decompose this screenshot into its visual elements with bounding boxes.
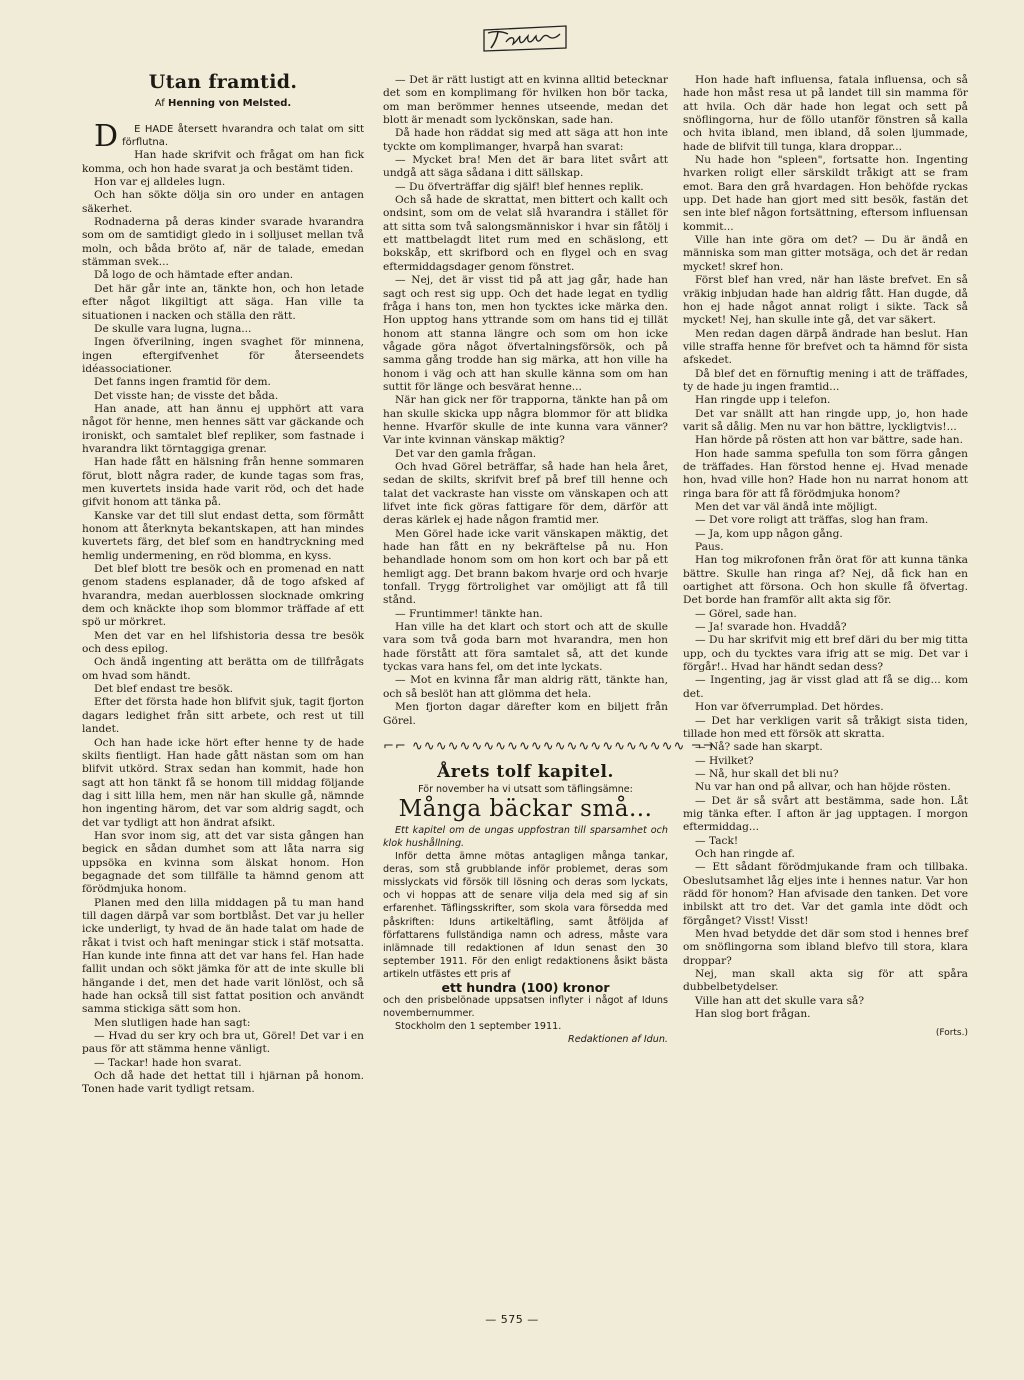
story-paragraph: — Mycket bra! Men det är bara litet svårt att undgå att säga sådana i ditt sällskap. xyxy=(383,154,668,180)
story-paragraph: Nu var han ond på allvar, och han höjde rösten. xyxy=(695,781,951,794)
page-number: — 575 — xyxy=(485,1313,539,1326)
story-paragraph: Hon hade haft influensa, fatala influensa, och så hade hon måst resa ut på landet till sin mamma för att hvila. Och där hade hon legat och sett på snöflingorna, hur de föllo utanför fönstren så kalla och hvita ibland, men ibland, då solen ljummade, hade de blifvit till tunga, klara droppar... xyxy=(683,74,968,153)
story-column-1 xyxy=(82,71,364,1097)
story-paragraph: Men hvad betydde det där som stod i hennes bref om snöflingorna som ibland blefvo till stora, klara droppar? xyxy=(683,928,968,967)
column-2-body xyxy=(383,74,668,728)
story-paragraph: — Mot en kvinna får man aldrig rätt, tänkte han, och så beslöt han att glömma det hela. xyxy=(383,674,668,700)
story-paragraph: Ville han inte göra om det? — Du är ändå en människa som man gitter motsäga, och det är redan mycket! skref hon. xyxy=(683,234,968,273)
story-paragraph: — Ingenting, jag är visst glad att få se dig... kom det. xyxy=(683,674,968,700)
story-paragraph: — Det är så svårt att bestämma, sade hon. Låt mig tänka efter. I afton är jag upptagen. I morgon eftermiddag... xyxy=(683,794,968,834)
idun-logo xyxy=(480,22,570,54)
story-paragraph: Och han hade icke hört efter henne ty de hade skilts fientligt. Han hade gått nästan som om han blifvit utkörd. Strax sedan han kommit, hade hon sagt att hon tänkt få se honom till middag följande dag i sitt lilla hem, men när han skulle gå, nämnde hon ingenting härom, det var som aldrig sagdt, och det var tydligt att hon ändrat afsikt. xyxy=(82,736,364,829)
story-paragraph: Det visste han; de visste det båda. xyxy=(94,389,279,402)
ornament-divider: ⌐⌐ ∿∿∿∿∿∿∿∿∿∿∿∿∿∿∿∿∿∿∿∿∿∿∿ ¬¬ xyxy=(383,738,715,754)
story-paragraph: Rodnaderna på deras kinder svarade hvarandra som om de samtidigt gledo in i solljuset mellan två moln, och båda bröto af, när de talade, emedan stämman svek... xyxy=(82,216,364,269)
story-paragraph: — Det vore roligt att träffas, slog han fram. xyxy=(695,514,929,527)
story-paragraph: — Du öfverträffar dig själf! blef hennes replik. xyxy=(395,180,644,193)
story-column-3 xyxy=(683,74,968,1041)
story-paragraph: Han ringde upp i telefon. xyxy=(695,394,831,407)
story-paragraph: Han anade, att han ännu ej upphört att vara något för henne, men hennes sätt var gäckande och ironiskt, och samtalet blef repliker, som fastnade i hvarandra likt törntaggiga grenar. xyxy=(82,402,364,455)
story-paragraph: Och ändå ingenting att berätta om de tillfrågats om hvad som händt. xyxy=(82,656,364,682)
byline-prefix: Af xyxy=(154,98,165,110)
story-paragraph: Han tog mikrofonen från örat för att kunna tänka bättre. Skulle han ringa af? Nej, då fick han en oartighet att försona. Och hon skulle få öfvertag. Det borde han framför allt akta sig för. xyxy=(683,554,968,607)
story-paragraph: Då blef det en förnuftig mening i att de träffades, ty de hade ju ingen framtid... xyxy=(683,367,968,393)
byline-author: Henning von Melsted. xyxy=(168,98,292,110)
story-paragraph: Men Görel hade icke varit vänskapen mäktig, det hade han fått en ny bekräftelse på nu. Hon behandlade honom som om hon kort och bar på ett hemligt agg. Det brann bakom hvarje ord och hvarje tonfall. Trygg förtrolighet var omöjligt att få till stånd. xyxy=(383,527,668,607)
contest-signature: Redaktionen af Idun. xyxy=(568,1034,668,1046)
story-byline xyxy=(82,97,364,110)
story-paragraph: Det här går inte an, tänkte hon, och hon letade efter något likgiltigt att säga. Han ville ta situationen i nacken och ställa den rätt. xyxy=(82,282,364,322)
contest-subtitle: Ett kapitel om de ungas uppfostran till sparsamhet och klok hushållning. xyxy=(383,824,668,849)
story-paragraph: Han hade skrifvit och frågat om han fick komma, och hon hade svarat ja och bestämt tiden. xyxy=(82,149,364,175)
contest-body xyxy=(383,824,668,1047)
story-paragraph: Och så hade de skrattat, men bittert och kallt och ondsint, som om de velat slå hvarandra i stället för att sitta som två salongsmänniskor i hvar sin fåtölj i ett mattbelagdt litet rum med en schäslong, ett bokskåp, ett skrifbord och en flygel och en svag eftermiddagsdager genom fönstret. xyxy=(383,194,668,273)
story-paragraph: Han slog bort frågan. xyxy=(695,1008,811,1021)
story-paragraph: Men det var väl ändå inte möjligt. xyxy=(695,501,878,513)
story-paragraph: Han hade fått en hälsning från henne sommaren förut, blott några rader, de kunde tagas som fras, men kuvertets insida hade varit röd, och det hade gifvit honom att tänka på. xyxy=(82,456,364,509)
story-paragraph: Och han ringde af. xyxy=(695,847,795,860)
story-paragraph: Men fjorton dagar därefter kom en biljett från Görel. xyxy=(383,701,668,727)
story-paragraph: Hon var öfverrumplad. Det hördes. xyxy=(695,701,884,714)
story-paragraph: Hon var ej alldeles lugn. xyxy=(94,176,226,189)
contest-title: Årets tolf kapitel. xyxy=(437,761,614,782)
story-title: Utan framtid. xyxy=(148,71,298,93)
story-paragraph: Han hörde på rösten att hon var bättre, sade han. xyxy=(695,434,963,447)
column-3-body xyxy=(683,74,968,1021)
story-paragraph: — Nej, det är visst tid på att jag går, hade han sagt och rest sig upp. Och det hade legat en tydlig fråga i hans ton, men hon tycktes icke märka den. Hon upptog hans yttrande som om hans tid ej tillät honom att stanna längre och som om hon icke vågade göra något öfvertalningsförsök, och på samma gång trodde han sig märka, att hon ville ha honom i väg och att han skulle känna som om han suttit för länge och besvärat henne... xyxy=(383,274,668,393)
contest-place-date: Stockholm den 1 september 1911. xyxy=(395,1021,562,1033)
story-paragraph: — Hvilket? xyxy=(695,754,754,767)
first-paragraph-text: E HADE återsett hvarandra och talat om sitt förflutna. xyxy=(122,123,364,149)
story-paragraph: Och han sökte dölja sin oro under en antagen säkerhet. xyxy=(82,189,364,215)
story-paragraph: Nej, man skall akta sig för att spåra dubbelbetydelser. xyxy=(683,968,968,994)
story-paragraph: — Ja! svarade hon. Hvaddå? xyxy=(695,621,847,634)
story-paragraph: Ingen öfverilning, ingen svaghet för minnena, ingen eftergifvenhet för återseendets idéassociationer. xyxy=(82,336,364,375)
story-paragraph: Och hvad Görel beträffar, så hade han hela året, sedan de skilts, skrifvit bref på bref till henne och talat det vackraste han visste om vänskapen och att lifvet inte fick göras fattigare för dem, därför att deras kärlek ej hade någon framtid mer. xyxy=(383,460,668,527)
story-paragraph: När han gick ner för trapporna, tänkte han på om han skulle skicka upp några blommor för att blidka henne. Hvarför skulle de inte kunna vara vänner? Var inte kvinnan vänskap mäktig? xyxy=(383,394,668,447)
story-paragraph: Då hade hon räddat sig med att säga att hon inte tyckte om komplimanger, hvarpå han svarat: xyxy=(383,127,668,153)
story-paragraph: Men redan dagen därpå ändrade han beslut. Han ville straffa henne för brefvet och ta hämnd för sista afskedet. xyxy=(683,327,968,367)
story-paragraph: — Görel, sade han. xyxy=(695,607,797,620)
continued-note: (Forts.) xyxy=(935,1028,968,1039)
story-paragraph: Hon hade samma spefulla ton som förra gången de träffades. Han förstod henne ej. Hvad menade hon, hvad ville hon? Hade hon nu narrat honom att ringa bara för att få förödmjuka honom? xyxy=(683,447,968,500)
column-1-body xyxy=(82,149,364,1096)
contest-prize: ett hundra (100) kronor xyxy=(441,980,610,995)
story-paragraph: — Nå, hur skall det bli nu? xyxy=(695,767,839,780)
story-paragraph: Det blef endast tre besök. xyxy=(94,683,233,696)
story-paragraph: — Hvad du ser kry och bra ut, Görel! Det var i en paus för att stämma henne vänligt. xyxy=(82,1030,364,1056)
story-paragraph: Det blef blott tre besök och en promenad en natt genom stadens esplanader, då de togo afsked af hvarandra, medan auerblossen slocknade omkring dem och knäckte ihop som blommor träffade af ett spö ur mörkret. xyxy=(82,563,364,629)
story-paragraph: Efter det första hade hon blifvit sjuk, tagit fjorton dagars ledighet från sitt arbete, och rest ut till landet. xyxy=(82,696,364,736)
contest-intro: För november ha vi utsatt som täflingsämne: xyxy=(418,784,633,796)
contest-paragraph-1: Inför detta ämne mötas antagligen många tankar, deras, som stå grubblande inför problemet, deras som misslyckats vid försök till lösning och deras som lyckats, och vi hoppas att de senare vilja dela med sig af sin erfarenhet. Täflingsskrifter, som skola vara försedda med påskriften: Iduns artikeltäfling, samt åtföljda af författarens fullständiga namn och adress, måste vara inlämnade till redaktionen af Idun senast den 30 september 1911. För den enligt redaktionens åsikt bästa artikeln utfästes ett pris af xyxy=(383,851,668,980)
story-paragraph: — Tackar! hade hon svarat. xyxy=(94,1056,242,1069)
story-paragraph: Ville han att det skulle vara så? xyxy=(695,994,865,1007)
story-paragraph: Då logo de och hämtade efter andan. xyxy=(94,269,294,282)
story-paragraph: Det var snällt att han ringde upp, jo, hon hade varit så dålig. Men nu var hon bättre, lyckligtvis!... xyxy=(683,407,968,433)
contest-theme: Många bäckar små... xyxy=(398,795,653,822)
story-paragraph: Men det var en hel lifshistoria dessa tre besök och dess epilog. xyxy=(82,629,364,656)
story-paragraph: — Nå? sade han skarpt. xyxy=(695,741,823,754)
story-paragraph: — Tack! xyxy=(695,834,739,847)
story-paragraph: De skulle vara lugna, lugna... xyxy=(94,322,252,335)
story-paragraph: Men slutligen hade han sagt: xyxy=(94,1016,251,1029)
story-paragraph: — Ja, kom upp någon gång. xyxy=(695,527,843,540)
story-paragraph: Han ville ha det klart och stort och att de skulle vara som två goda barn mot hvarandra, men hon hade förstått att föra samtalet så, att det kunde tyckas vara hans fel, om det inte lyckats. xyxy=(383,621,668,674)
story-paragraph: Det fanns ingen framtid för dem. xyxy=(94,376,271,389)
story-paragraph: — Det har verkligen varit så tråkigt sista tiden, tillade hon med ett försök att skratta. xyxy=(683,714,968,740)
story-paragraph: — Du har skrifvit mig ett bref däri du ber mig titta upp, och du tycktes vara ifrig att se mig. Det var i förgår!.. Hvad har händt sedan dess? xyxy=(683,634,968,674)
story-paragraph: Planen med den lilla middagen på tu man hand till dagen därpå var som bortblåst. Det var ju heller icke underligt, ty hvad de än hade talat om hade de råkat i tvist och haft meningar stick i stäf motsatta. Han kunde inte finna att det var hans fel. Han hade fallit undan och sökt jämka för att de inte skulle bli hängande i det, men det hade varit lönlöst, och så hade han också till sist fattat position och användt samma stickiga sätt som hon. xyxy=(82,896,364,1016)
story-paragraph: Först blef han vred, när han läste brefvet. En så vräkig inbjudan hade han aldrig fått. Han dugde, då hon ej hade något annat roligt i sikte. Tack så mycket! Nej, han skulle inte gå, det var säkert. xyxy=(683,274,968,327)
story-paragraph: — Det är rätt lustigt att en kvinna alltid betecknar det som en komplimang för hvilken hon bör tacka, om man berömmer hennes utseende, medan det blott är menadt som lyckönskan, sade han. xyxy=(383,74,668,127)
drop-cap: D xyxy=(94,118,119,154)
story-paragraph: Och då hade det hettat till i hjärnan på honom. Tonen hade varit tydligt retsam. xyxy=(82,1070,364,1096)
story-paragraph: — Fruntimmer! tänkte han. xyxy=(395,607,543,620)
story-first-paragraph xyxy=(82,118,364,154)
story-paragraph: Han svor inom sig, att det var sista gången han begick en sådan dumhet som att låta narra sig uppsöka en kvinna som älskat honom. Hon begagnade det som tillfälle ta hämnd genom att förödmjuka honom. xyxy=(82,829,364,896)
story-paragraph: Kanske var det till slut endast detta, som förmått honom att återknyta bekantskapen, att han mindes kuvertets färg, det blef som en handtryckning med hemlig undermening, en röd blomma, en kyss. xyxy=(82,509,364,562)
contest-paragraph-2: och den prisbelönade uppsatsen inflyter i något af Iduns novembernummer. xyxy=(383,995,668,1020)
story-paragraph: Det var den gamla frågan. xyxy=(395,447,537,460)
story-paragraph: — Ett sådant förödmjukande fram och tillbaka. Obeslutsamhet låg eljes inte i hennes natur. Var hon rädd för honom? Han afvisade den tanken. Det vore inbilskt att tro det. Var det gamla inte dödt och förgånget? Visst! Visst! xyxy=(683,861,968,927)
story-paragraph: Nu hade hon "spleen", fortsatte hon. Ingenting hvarken roligt eller särskildt tråkigt att se fram emot. Bara den grå hvardagen. Hon behöfde ryckas upp. Det hade han gjort med sitt besök, fastän det sen inte blef någon fortsättning, eftersom influensan kommit... xyxy=(683,154,968,233)
story-paragraph: Paus. xyxy=(695,541,724,554)
